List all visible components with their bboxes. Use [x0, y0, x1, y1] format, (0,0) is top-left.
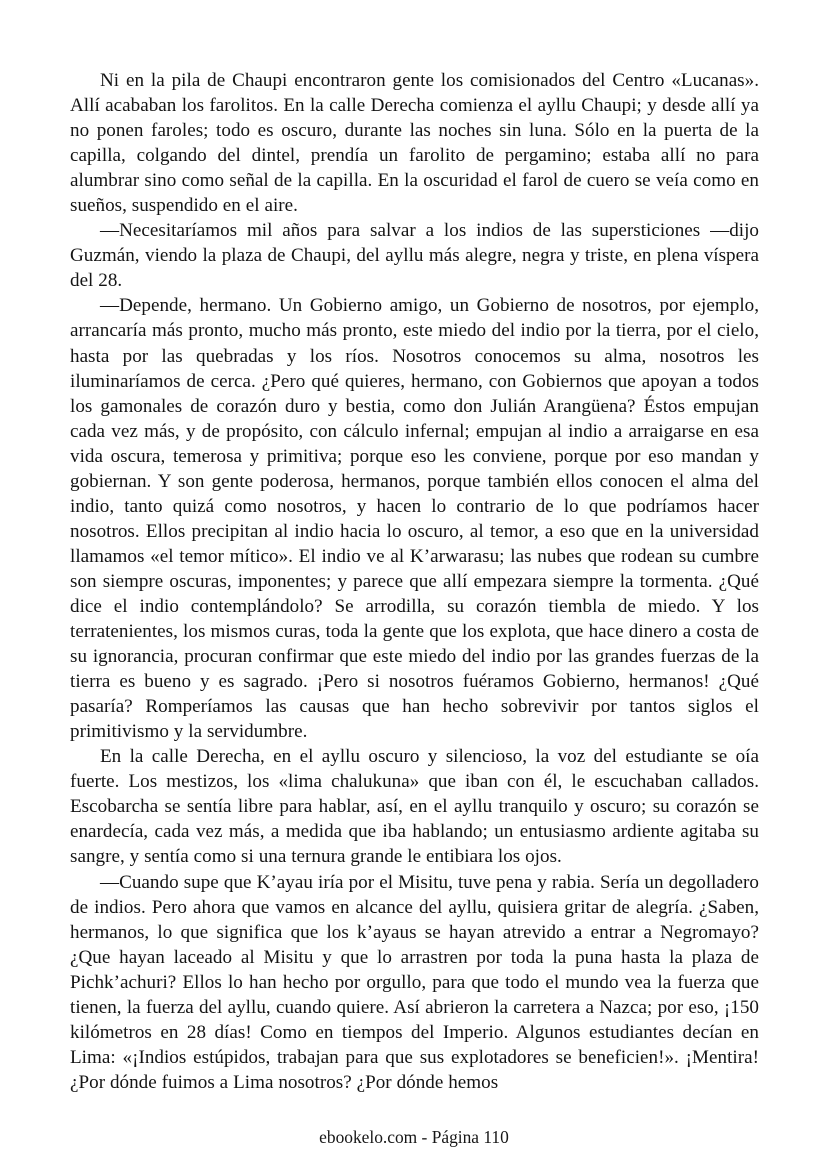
paragraph-2: —Necesitaríamos mil años para salvar a los indios de las supersticiones —dijo Guzmán, viendo la plaza de Chaupi, del ayllu más alegre, negra y triste, en plena víspera del 28. — [70, 220, 759, 292]
paragraph-5: —Cuando supe que K’ayau iría por el Misitu, tuve pena y rabia. Sería un degolladero de indios. Pero ahora que vamos en alcance del ayllu, quisiera gritar de alegría. ¿Saben, hermanos, lo que significa que los k’ayaus se hayan atrevido a entrar a Negromayo? ¿Que hayan laceado al Misitu y que lo arrastren por toda la puna hasta la plaza de Pichk’achuri? Ellos lo han hecho por orgullo, para que todo el mundo vea la fuerza que tienen, la fuerza del ayllu, cuando quiere. Así abrieron la carretera a Nazca; por eso, ¡150 kilómetros en 28 días! Como en tiempos del Imperio. Algunos estudiantes decían en Lima: «¡Indios estúpidos, trabajan para que sus explotadores se beneficien!». ¡Mentira! ¿Por dónde fuimos a Lima nosotros? ¿Por dónde hemos — [70, 871, 759, 1093]
page-footer: ebookelo.com - Página 110 — [319, 1127, 509, 1147]
paragraph-3: —Depende, hermano. Un Gobierno amigo, un Gobierno de nosotros, por ejemplo, arrancaría más pronto, mucho más pronto, este miedo del indio por la tierra, por el cielo, hasta por las quebradas y los ríos. Nosotros conocemos su alma, nosotros les iluminaríamos de cerca. ¿Pero qué quieres, hermano, con Gobiernos que apoyan a todos los gamonales de corazón duro y bestia, como don Julián Arangüena? Éstos empujan cada vez más, y de propósito, con cálculo infernal; empujan al indio a arraigarse en esa vida oscura, temerosa y primitiva; porque eso les conviene, porque por eso mandan y gobiernan. Y son gente poderosa, hermanos, porque también ellos conocen el alma del indio, tanto quizá como nosotros, y hacen lo contrario de lo que podríamos hacer nosotros. Ellos precipitan al indio hacia lo oscuro, al temor, a eso que en la universidad llamamos «el temor mítico». El indio ve al K’arwarasu; las nubes que rodean su cumbre son siempre oscuras, imponentes; y parece que allí empezara siempre la tormenta. ¿Qué dice el indio contemplándolo? Se arrodilla, su corazón tiembla de miedo. Y los terratenientes, los mismos curas, toda la gente que los explota, que hace dinero a costa de su ignorancia, procuran confirmar que este miedo del indio por las grandes fuerzas de la tierra es bueno y es sagrado. ¡Pero si nosotros fuéramos Gobierno, hermanos! ¿Qué pasaría? Romperíamos las causas que han hecho sobrevivir por tantos siglos el primitivismo y la servidumbre. — [70, 295, 759, 743]
paragraph-4: En la calle Derecha, en el ayllu oscuro y silencioso, la voz del estudiante se oía fuerte. Los mestizos, los «lima chalukuna» que iban con él, le escuchaban callados. Escobarcha se sentía libre para hablar, así, en el ayllu tranquilo y oscuro; su corazón se enardecía, cada vez más, a medida que iba hablando; un entusiasmo ardiente agitaba su sangre, y sentía como si una ternura grande le entibiara los ojos. — [70, 746, 759, 868]
body-text-column — [70, 68, 759, 1095]
paragraph-1: Ni en la pila de Chaupi encontraron gente los comisionados del Centro «Lucanas». Allí acababan los farolitos. En la calle Derecha comienza el ayllu Chaupi; y desde allí ya no ponen faroles; todo es oscuro, durante las noches sin luna. Sólo en la puerta de la capilla, colgando del dintel, prendía un farolito de pergamino; estaba allí no para alumbrar sino como señal de la capilla. En la oscuridad el farol de cuero se veía como en sueños, suspendido en el aire. — [70, 70, 759, 217]
